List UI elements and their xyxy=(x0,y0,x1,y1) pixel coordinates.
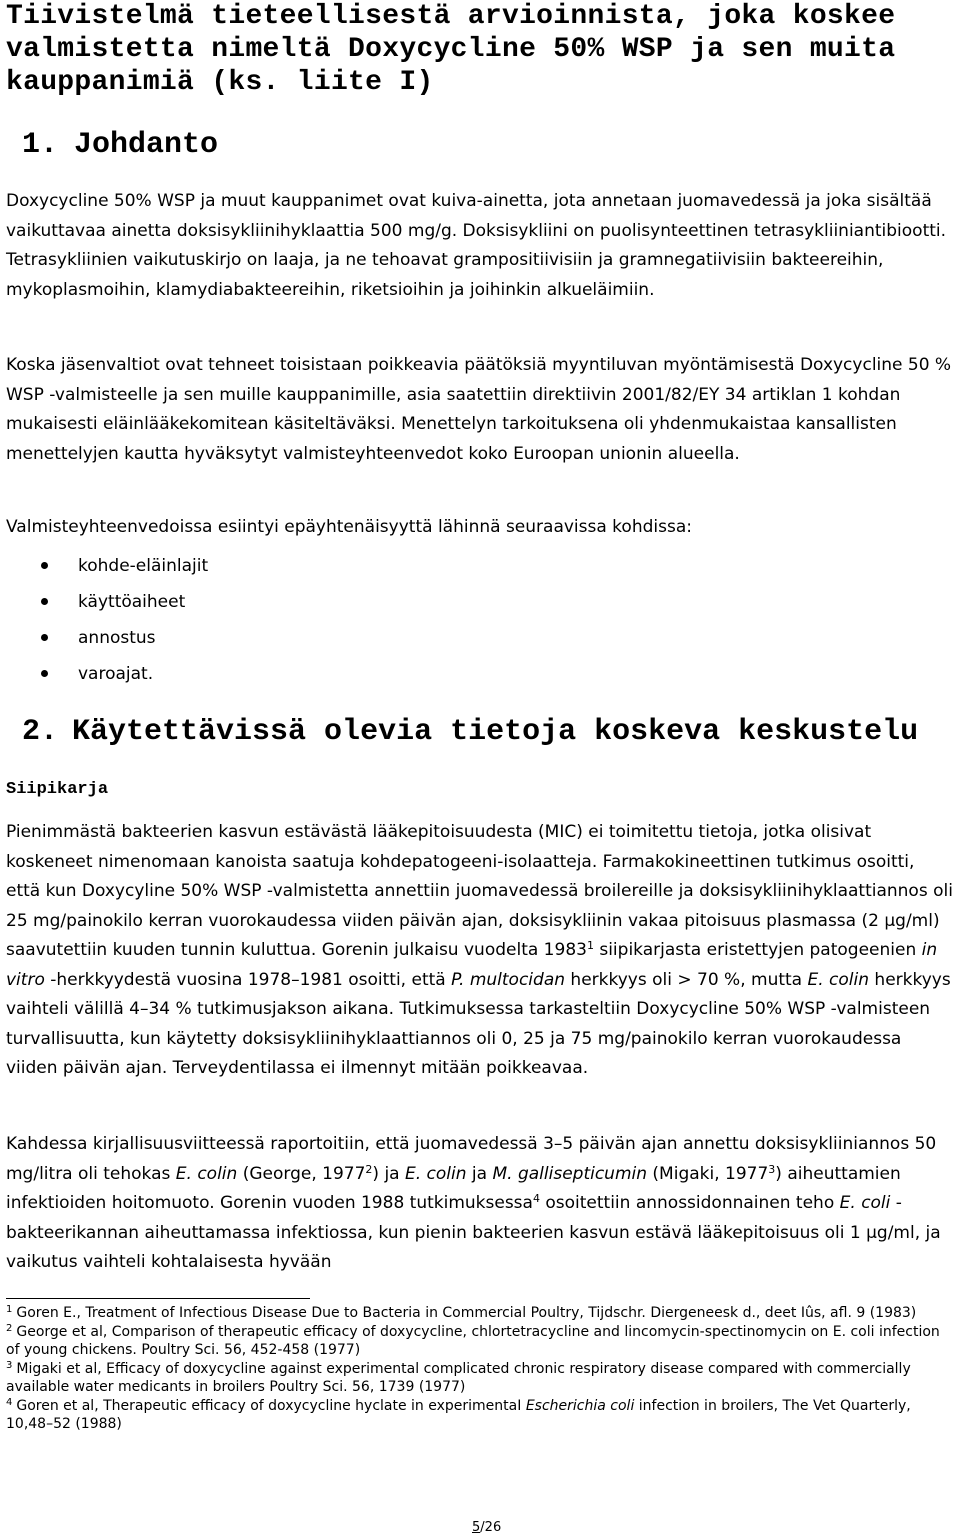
footnote-3: $^3$ Migaki et al, Efficacy of doxycycline against experimental complicated chronic respiratory disease compared with commercially available water medicants in broilers Poultry Sci. 56, 1739 (1977) xyxy=(6,1360,911,1395)
bullet-icon xyxy=(41,598,48,605)
intro-paragraph-1: Doxycycline 50% WSP ja muut kauppanimet ovat kuiva-ainetta, jota annetaan juomavedessä ja joka sisältää vaikuttavaa ainetta doksisykliinihyklaattia 500 mg/g. Doksisykliini on puolisynteettinen tetrasykliiniantibiootti. Tetrasykliinien vaikutuskirjo on laaja, ja ne tehoavat grampositiivisiin ja gramnegatiivisiin bakteereihin, mykoplasmoihin, klamydiabakteereihin, riketsioihin ja joihinkin alkueläimiin. xyxy=(6,191,947,300)
footnote-ref[interactable]: 1 xyxy=(586,939,594,952)
subsection-heading: Siipikarja xyxy=(6,780,109,799)
section-title: Käytettävissä olevia tietoja koskeva keskustelu xyxy=(72,715,919,749)
footnote-ref[interactable]: 2 xyxy=(365,1162,373,1176)
discrepancy-list xyxy=(6,551,208,695)
section-number: 2. xyxy=(22,715,59,749)
footnote-1: $^1$ Goren E., Treatment of Infectious Disease Due to Bacteria in Commercial Poultry, Tijdschr. Diergeneesk d., deet Iûs, afl. 9 (1983) xyxy=(6,1304,917,1321)
footnote-divider xyxy=(6,1298,310,1299)
list-item: käyttöaiheet xyxy=(6,587,208,623)
list-item: annostus xyxy=(6,623,208,659)
footnote-ref[interactable]: 3 xyxy=(768,1162,776,1176)
intro-paragraph-2: Koska jäsenvaltiot ovat tehneet toisistaan poikkeavia päätöksiä myyntiluvan myöntämisestä Doxycycline 50 % WSP -valmisteelle ja sen muille kauppanimille, asia saatettiin direktiivin 2001/82/EY 34 artiklan 1 kohdan mukaisesti eläinlääkekomitean käsiteltäväksi. Menettelyn tarkoituksena oli yhdenmukaistaa kansallisten menettelyjen kautta hyväksytyt valmisteyhteenvedot koko Euroopan unionin alueella. xyxy=(6,355,952,464)
document-title: Tiivistelmä tieteellisestä arvioinnista, joka koskee valmistetta nimeltä Doxycycline 50% WSP ja sen muita kauppanimiä (ks. liite I) xyxy=(6,1,896,98)
section-heading-discussion xyxy=(22,714,918,750)
poultry-paragraph-2: Kahdessa kirjallisuusviitteessä raportoitiin, että juomavedessä 3–5 päivän ajan annettu doksisykliiniannos 50 mg/litra oli tehokas E. colin (George, 1977$^2$) ja E. colin ja M. gallisepticumin (Migaki, 1977$^3$) aiheuttamien infektioiden hoitomuoto. Gorenin vuoden 1988 tutkimuksessa$^4$ osoitettiin annossidonnainen teho E. coli -bakteerikannan aiheuttamassa infektiossa, kun pienin bakteerien kasvun estävä lääkepitoisuus oli 1 µg/ml, ja vaikutus vaihteli kohtalaisesta hyvään xyxy=(6,1134,941,1272)
page-number: 5/26 xyxy=(472,1520,502,1535)
intro-paragraph-3: Valmisteyhteenvedoissa esiintyi epäyhtenäisyyttä lähinnä seuraavissa kohdissa: xyxy=(6,517,692,537)
footnote-ref[interactable]: 4 xyxy=(532,1192,540,1205)
poultry-paragraph-1: Pienimmästä bakteerien kasvun estävästä lääkepitoisuudesta (MIC) ei toimitettu tietoja, jotka olisivat koskeneet nimenomaan kanoista saatuja kohdepatogeeni-isolaatteja. Farmakokineettinen tutkimus osoitti, että kun Doxycyline 50% WSP -valmistetta annettiin juomavedessä broilereille ja doksisykliinihyklaattiannos oli 25 mg/painokilo kerran vuorokaudessa viiden päivän ajan, doksisykliinin vakaa pitoisuus plasmassa (2 µg/ml) saavutettiin kuuden tunnin kuluttua. Gorenin julkaisu vuodelta 1983$^1$ siipikarjasta eristettyjen patogeenien in vitro -herkkyydestä vuosina 1978–1981 osoitti, että P. multocidan herkkyys oli > 70 %, mutta E. colin herkkyys vaihteli välillä 4–34 % tutkimusjakson aikana. Tutkimuksessa tarkasteltiin Doxycycline 50% WSP -valmisteen turvallisuutta, kun käytetty doksisykliinihyklaattiannos oli 0, 25 ja 75 mg/painokilo kerran vuorokaudessa viiden päivän ajan. Terveydentilassa ei ilmennyt mitään poikkeavaa. xyxy=(6,822,953,1078)
section-title: Johdanto xyxy=(74,128,219,162)
section-heading-intro xyxy=(22,127,218,163)
bullet-icon xyxy=(41,634,48,641)
bullet-icon xyxy=(41,562,48,569)
section-number: 1. xyxy=(22,128,59,162)
bullet-icon xyxy=(41,670,48,677)
list-item: varoajat. xyxy=(6,659,208,695)
footnotes xyxy=(6,1304,956,1434)
footnote-2: $^2$ George et al, Comparison of therapeutic efficacy of doxycycline, chlortetracycline and lincomycin-spectinomycin on E. coli infection of young chickens. Poultry Sci. 56, 452-458 (1977) xyxy=(6,1323,940,1358)
footnote-4: $^4$ Goren et al, Therapeutic efficacy of doxycycline hyclate in experimentaI Escherichia coli infection in broilers, The Vet Quarterly, 10,48–52 (1988) xyxy=(6,1397,911,1432)
list-item: kohde-eläinlajit xyxy=(6,551,208,587)
